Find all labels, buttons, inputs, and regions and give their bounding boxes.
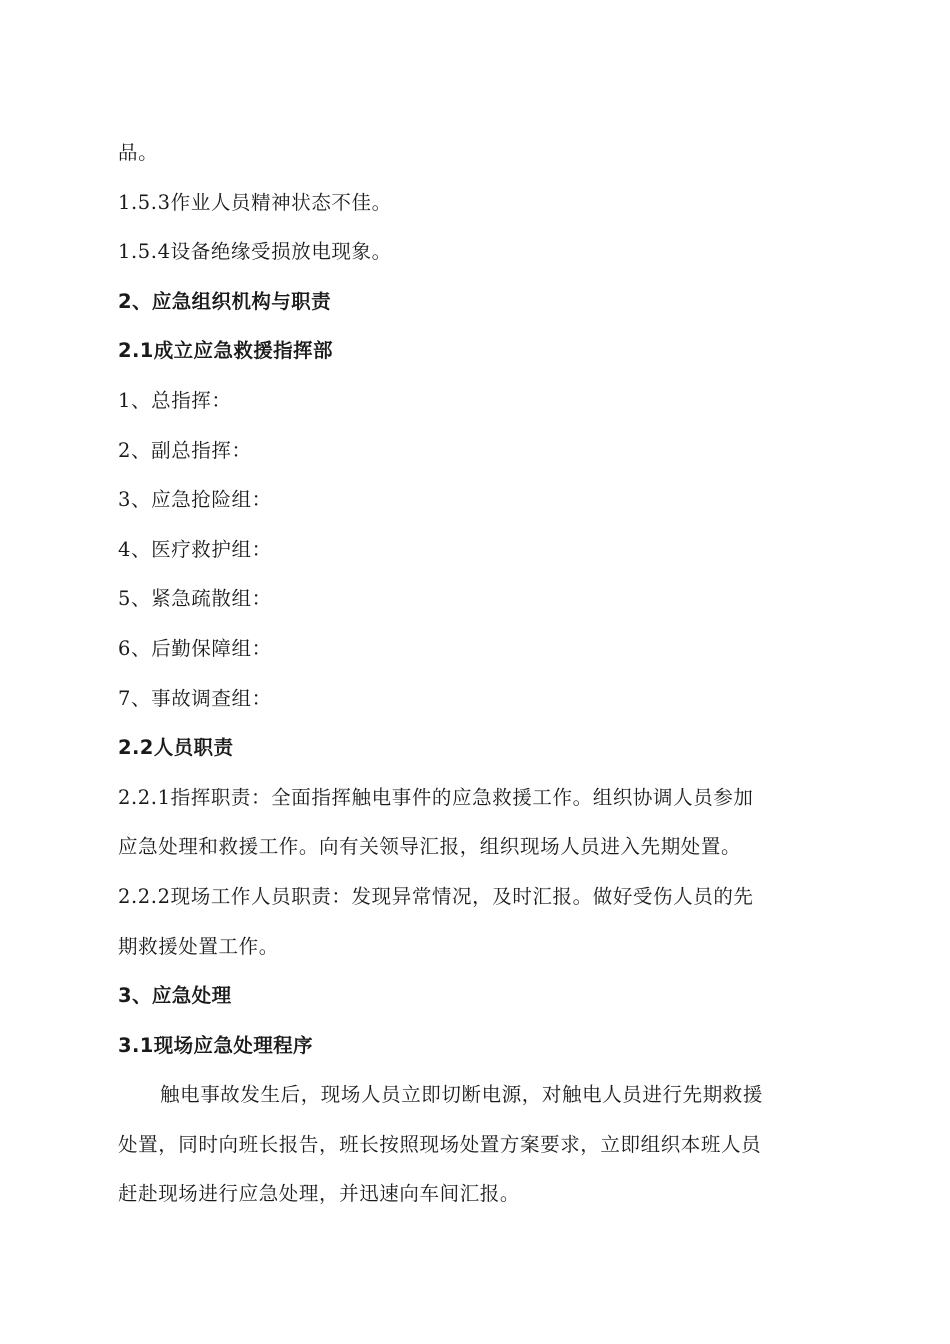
section-heading: 2、应急组织机构与职责 <box>118 289 331 313</box>
paragraph-line: 处置，同时向班长报告，班长按照现场处置方案要求，立即组织本班人员 <box>118 1132 762 1156</box>
subsection-heading: 2.2人员职责 <box>118 736 234 760</box>
list-item: 7、事故调查组： <box>118 686 272 710</box>
list-item: 3、应急抢险组： <box>118 488 272 512</box>
list-item: 5、紧急疏散组： <box>118 587 272 611</box>
subsection-heading: 3.1现场应急处理程序 <box>118 1033 313 1057</box>
list-item: 1、总指挥： <box>118 388 232 412</box>
list-item: 4、医疗救护组： <box>118 537 272 561</box>
document-body <box>118 128 834 1219</box>
paragraph-line: 触电事故发生后，现场人员立即切断电源，对触电人员进行先期救援 <box>160 1083 764 1107</box>
list-item: 6、后勤保障组： <box>118 636 272 660</box>
text-line: 1.5.3作业人员精神状态不佳。 <box>118 190 392 214</box>
text-line: 品。 <box>118 141 159 164</box>
paragraph-line: 2.2.2现场工作人员职责：发现异常情况，及时汇报。做好受伤人员的先 <box>118 884 754 908</box>
paragraph-line: 赶赴现场进行应急处理，并迅速向车间汇报。 <box>118 1182 521 1206</box>
paragraph-line: 期救援处置工作。 <box>118 934 279 958</box>
list-item: 2、副总指挥： <box>118 438 252 462</box>
text-line: 1.5.4设备绝缘受损放电现象。 <box>118 240 392 264</box>
subsection-heading: 2.1成立应急救援指挥部 <box>118 339 333 363</box>
paragraph-line: 应急处理和救援工作。向有关领导汇报，组织现场人员进入先期处置。 <box>118 835 742 859</box>
section-heading: 3、应急处理 <box>118 984 232 1008</box>
paragraph-line: 2.2.1指挥职责：全面指挥触电事件的应急救援工作。组织协调人员参加 <box>118 785 754 809</box>
